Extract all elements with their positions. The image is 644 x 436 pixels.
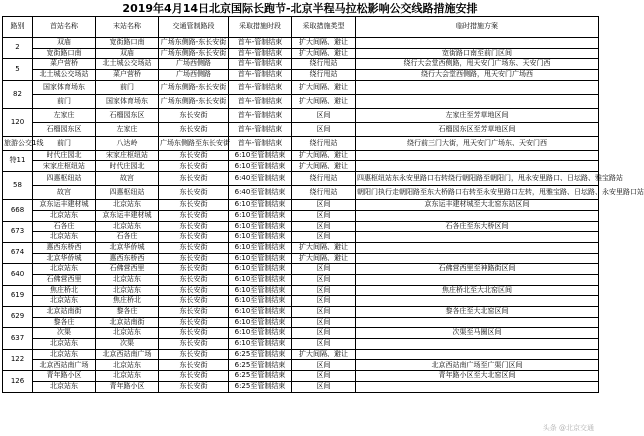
- table-row: [3, 317, 599, 328]
- start-station-cell: 故宫: [33, 186, 96, 200]
- measure-type-cell: 扩大间隔、避让: [292, 253, 356, 264]
- table-row: [3, 264, 599, 275]
- table-row: [3, 70, 599, 81]
- start-station-cell: 京东运丰建材城: [33, 200, 96, 211]
- control-section-cell: 广场西侧路: [159, 59, 229, 70]
- plan-cell: 焦庄桥北至大北窑区间: [356, 285, 599, 296]
- table-row: [3, 339, 599, 350]
- table-body: [3, 38, 644, 393]
- time-cell: 首车-管制结束: [229, 80, 292, 94]
- time-cell: 首车-管制结束: [229, 94, 292, 108]
- control-section-cell: 广场东侧路至东长安街: [159, 136, 229, 150]
- measure-type-cell: 扩大间隔、避让: [292, 48, 356, 59]
- control-section-cell: 东长安街: [159, 328, 229, 339]
- control-section-cell: 东长安街: [159, 317, 229, 328]
- plan-cell: 北京西站南广场至广渠门区间: [356, 360, 599, 371]
- measure-type-cell: 扩大间隔、避让: [292, 242, 356, 253]
- start-station-cell: 北京华侨城: [33, 253, 96, 264]
- start-station-cell: 前门: [33, 94, 96, 108]
- control-section-cell: 东长安街: [159, 210, 229, 221]
- end-station-cell: 北京站南街: [96, 317, 159, 328]
- start-station-cell: 惠西东桥西: [33, 242, 96, 253]
- control-section-cell: 广场西侧路: [159, 70, 229, 81]
- start-station-cell: 北土城公交场站: [33, 70, 96, 81]
- control-section-cell: 东长安街: [159, 172, 229, 186]
- time-cell: 6:10至管制结束: [229, 307, 292, 318]
- end-station-cell: 八达岭: [96, 136, 159, 150]
- start-station-cell: 国家体育场东: [33, 80, 96, 94]
- start-station-cell: 四惠枢纽站: [33, 172, 96, 186]
- end-station-cell: 国家体育场东: [96, 94, 159, 108]
- table-row: [3, 307, 599, 318]
- route-cell: 120: [3, 108, 33, 136]
- measure-type-cell: 区间: [292, 339, 356, 350]
- control-section-cell: 东长安街: [159, 161, 229, 172]
- end-station-cell: 前门: [96, 80, 159, 94]
- measure-type-cell: 绕行甩站: [292, 136, 356, 150]
- time-cell: 首车-管制结束: [229, 70, 292, 81]
- header-plan: 临时措施方案: [356, 17, 599, 38]
- route-cell: 674: [3, 242, 33, 263]
- start-station-cell: 北京站东: [33, 232, 96, 243]
- control-section-cell: 东长安街: [159, 296, 229, 307]
- end-station-cell: 石各庄: [96, 232, 159, 243]
- end-station-cell: 四惠枢纽站: [96, 186, 159, 200]
- table-row: [3, 59, 599, 70]
- start-station-cell: 北京站东: [33, 381, 96, 392]
- route-cell: 5: [3, 59, 33, 80]
- measure-type-cell: 扩大间隔、避让: [292, 349, 356, 360]
- start-station-cell: 双庙: [33, 38, 96, 49]
- end-station-cell: 黎各庄: [96, 307, 159, 318]
- measure-type-cell: 扩大间隔、避让: [292, 150, 356, 161]
- time-cell: 6:25至管制结束: [229, 371, 292, 382]
- table-row: [3, 80, 599, 94]
- table-row: [3, 150, 599, 161]
- measure-type-cell: 区间: [292, 317, 356, 328]
- route-cell: 668: [3, 200, 33, 221]
- header-start-station: 首站名称: [33, 17, 96, 38]
- control-section-cell: 东长安街: [159, 122, 229, 136]
- end-station-cell: 北京站东: [96, 200, 159, 211]
- header-route: 路别: [3, 17, 33, 38]
- plan-cell: [356, 94, 599, 108]
- time-cell: 6:40至管制结束: [229, 172, 292, 186]
- time-cell: 6:25至管制结束: [229, 349, 292, 360]
- table-row: [3, 221, 599, 232]
- plan-cell: 四惠枢纽站东永安里路口右转绕行朝阳路至朝阳门，甩永安里路口、日坛路、雅宝路站: [356, 172, 599, 186]
- plan-cell: 京东运丰建材城至大北窑东站区间: [356, 200, 599, 211]
- measure-type-cell: 绕行甩站: [292, 70, 356, 81]
- control-section-cell: 东长安街: [159, 360, 229, 371]
- plan-cell: [356, 253, 599, 264]
- time-cell: 首车-管制结束: [229, 108, 292, 122]
- measure-type-cell: 扩大间隔、避让: [292, 161, 356, 172]
- table-row: [3, 296, 599, 307]
- measure-type-cell: 扩大间隔、避让: [292, 38, 356, 49]
- table-row: [3, 242, 599, 253]
- time-cell: 6:40至管制结束: [229, 186, 292, 200]
- control-section-cell: 东长安街: [159, 108, 229, 122]
- start-station-cell: 北京站东: [33, 296, 96, 307]
- control-section-cell: 东长安街: [159, 381, 229, 392]
- start-station-cell: 黎各庄: [33, 317, 96, 328]
- plan-cell: [356, 339, 599, 350]
- time-cell: 首车-管制结束: [229, 136, 292, 150]
- plan-cell: 石各庄至东大桥区间: [356, 221, 599, 232]
- plan-cell: [356, 349, 599, 360]
- end-station-cell: 青年路小区: [96, 381, 159, 392]
- header-measure-type: 采取措施类型: [292, 17, 356, 38]
- control-section-cell: 东长安街: [159, 264, 229, 275]
- measure-type-cell: 绕行甩站: [292, 172, 356, 186]
- table-row: [3, 285, 599, 296]
- control-section-cell: 东长安街: [159, 200, 229, 211]
- measure-type-cell: 区间: [292, 274, 356, 285]
- end-station-cell: 北京站东: [96, 274, 159, 285]
- control-section-cell: 广场东侧路-东长安街: [159, 94, 229, 108]
- plan-cell: [356, 210, 599, 221]
- end-station-cell: 焦庄桥北: [96, 296, 159, 307]
- time-cell: 6:10至管制结束: [229, 285, 292, 296]
- plan-cell: 朝阳门执行走朝阳路至东大桥路口右转至永安里路口左转，甩雅宝路、日坛路、永安里路口站: [356, 186, 599, 200]
- table-row: [3, 253, 599, 264]
- time-cell: 6:10至管制结束: [229, 221, 292, 232]
- control-section-cell: 广场东侧路-东长安街: [159, 48, 229, 59]
- end-station-cell: 故宫: [96, 172, 159, 186]
- plan-cell: [356, 296, 599, 307]
- time-cell: 首车-管制结束: [229, 38, 292, 49]
- table-row: [3, 274, 599, 285]
- end-station-cell: 北京华侨城: [96, 242, 159, 253]
- measure-type-cell: 区间: [292, 371, 356, 382]
- table-header-row: [3, 17, 599, 38]
- control-section-cell: 东长安街: [159, 307, 229, 318]
- plan-cell: [356, 242, 599, 253]
- time-cell: 6:10至管制结束: [229, 253, 292, 264]
- end-station-cell: 宽街路口南: [96, 38, 159, 49]
- route-cell: 58: [3, 172, 33, 200]
- table-row: [3, 360, 599, 371]
- measure-type-cell: 区间: [292, 210, 356, 221]
- plan-cell: 石榴园东区至芳草地区间: [356, 122, 599, 136]
- control-section-cell: 东长安街: [159, 232, 229, 243]
- plan-cell: [356, 161, 599, 172]
- time-cell: 首车-管制结束: [229, 48, 292, 59]
- end-station-cell: 北土城公交场站: [96, 59, 159, 70]
- control-section-cell: 东长安街: [159, 339, 229, 350]
- measure-type-cell: 区间: [292, 221, 356, 232]
- time-cell: 6:10至管制结束: [229, 296, 292, 307]
- measure-type-cell: 区间: [292, 307, 356, 318]
- page-title: 2019年4月14日北京国际长跑节-北京半程马拉松影响公交线路措施安排: [122, 2, 478, 15]
- end-station-cell: 京东运丰建材城: [96, 210, 159, 221]
- start-station-cell: 次渠: [33, 328, 96, 339]
- route-cell: 637: [3, 328, 33, 349]
- measure-type-cell: 区间: [292, 232, 356, 243]
- end-station-cell: 次渠: [96, 339, 159, 350]
- route-measures-table: [2, 16, 644, 393]
- plan-cell: 黎各庄至大北窑区间: [356, 307, 599, 318]
- time-cell: 6:10至管制结束: [229, 274, 292, 285]
- plan-cell: [356, 38, 599, 49]
- end-station-cell: 石佛营西里: [96, 264, 159, 275]
- route-cell: 82: [3, 80, 33, 108]
- start-station-cell: 北京站东: [33, 264, 96, 275]
- plan-cell: 左家庄至芳草地区间: [356, 108, 599, 122]
- table-row: [3, 186, 599, 200]
- table-row: [3, 349, 599, 360]
- control-section-cell: 东长安街: [159, 371, 229, 382]
- plan-cell: [356, 317, 599, 328]
- table-row: [3, 381, 599, 392]
- end-station-cell: 石榴园东区: [96, 108, 159, 122]
- time-cell: 6:10至管制结束: [229, 161, 292, 172]
- time-cell: 首车-管制结束: [229, 122, 292, 136]
- measure-type-cell: 区间: [292, 328, 356, 339]
- table-row: [3, 210, 599, 221]
- start-station-cell: 石榴园东区: [33, 122, 96, 136]
- measure-type-cell: 区间: [292, 108, 356, 122]
- measure-type-cell: 区间: [292, 381, 356, 392]
- start-station-cell: 北京西站南广场: [33, 360, 96, 371]
- measure-type-cell: 区间: [292, 264, 356, 275]
- time-cell: 6:10至管制结束: [229, 317, 292, 328]
- table-row: [3, 38, 599, 49]
- start-station-cell: 青年路小区: [33, 371, 96, 382]
- plan-cell: 宽街路口南至前门区间: [356, 48, 599, 59]
- measure-type-cell: 绕行甩站: [292, 59, 356, 70]
- plan-cell: [356, 232, 599, 243]
- time-cell: 6:10至管制结束: [229, 210, 292, 221]
- time-cell: 6:10至管制结束: [229, 150, 292, 161]
- time-cell: 6:10至管制结束: [229, 328, 292, 339]
- start-station-cell: 北京站东: [33, 339, 96, 350]
- route-cell: 特11: [3, 150, 33, 171]
- start-station-cell: 北京站南街: [33, 307, 96, 318]
- start-station-cell: 前门: [33, 136, 96, 150]
- measure-type-cell: 区间: [292, 200, 356, 211]
- route-cell: 126: [3, 371, 33, 392]
- start-station-cell: 菜户营桥: [33, 59, 96, 70]
- time-cell: 6:25至管制结束: [229, 381, 292, 392]
- table-row: [3, 200, 599, 211]
- header-time: 采取措施时段: [229, 17, 292, 38]
- control-section-cell: 东长安街: [159, 253, 229, 264]
- table-row: [3, 172, 599, 186]
- table-row: [3, 232, 599, 243]
- watermark: 头条 @北京交通: [542, 424, 594, 432]
- control-section-cell: 东长安街: [159, 274, 229, 285]
- route-cell: 619: [3, 285, 33, 306]
- plan-cell: 石佛营西里至神路街区间: [356, 264, 599, 275]
- end-station-cell: 北京西站南广场: [96, 349, 159, 360]
- plan-cell: [356, 80, 599, 94]
- header-control-section: 交通管制路段: [159, 17, 229, 38]
- control-section-cell: 东长安街: [159, 221, 229, 232]
- plan-cell: 青年路小区至大北窑区间: [356, 371, 599, 382]
- route-cell: 629: [3, 307, 33, 328]
- route-cell: 旅游公交1线: [3, 136, 33, 150]
- table-row: [3, 94, 599, 108]
- start-station-cell: 宽街路口南: [33, 48, 96, 59]
- start-station-cell: 北京站东: [33, 210, 96, 221]
- control-section-cell: 东长安街: [159, 242, 229, 253]
- end-station-cell: 北京站东: [96, 328, 159, 339]
- control-section-cell: 东长安街: [159, 349, 229, 360]
- end-station-cell: 北京站东: [96, 221, 159, 232]
- control-section-cell: 广场东侧路-东长安街: [159, 80, 229, 94]
- end-station-cell: 北京站东: [96, 371, 159, 382]
- start-station-cell: 时代庄园北: [33, 150, 96, 161]
- end-station-cell: 宋家庄枢纽站: [96, 150, 159, 161]
- plan-cell: 绕行前三门大街，甩天安门广场东、天安门西: [356, 136, 599, 150]
- table-row: [3, 371, 599, 382]
- measure-type-cell: 扩大间隔、避让: [292, 94, 356, 108]
- plan-cell: 绕行大会堂西侧路，甩天安门广场东、天安门西: [356, 59, 599, 70]
- route-cell: 673: [3, 221, 33, 242]
- end-station-cell: 双庙: [96, 48, 159, 59]
- time-cell: 6:10至管制结束: [229, 242, 292, 253]
- end-station-cell: 北京站东: [96, 360, 159, 371]
- end-station-cell: 左家庄: [96, 122, 159, 136]
- plan-cell: 绕行大会堂西侧路，甩天安门广场西: [356, 70, 599, 81]
- plan-cell: [356, 274, 599, 285]
- plan-cell: [356, 381, 599, 392]
- measure-type-cell: 区间: [292, 296, 356, 307]
- start-station-cell: 石佛营西里: [33, 274, 96, 285]
- time-cell: 6:10至管制结束: [229, 200, 292, 211]
- control-section-cell: 东长安街: [159, 150, 229, 161]
- start-station-cell: 左家庄: [33, 108, 96, 122]
- end-station-cell: 惠西东桥西: [96, 253, 159, 264]
- route-cell: 640: [3, 264, 33, 285]
- route-cell: 2: [3, 38, 33, 59]
- plan-cell: 次渠至马圈区间: [356, 328, 599, 339]
- table-row: [3, 328, 599, 339]
- end-station-cell: 菜户营桥: [96, 70, 159, 81]
- table-row: [3, 108, 599, 122]
- table-row: [3, 122, 599, 136]
- measure-type-cell: 绕行甩站: [292, 186, 356, 200]
- control-section-cell: 广场东侧路-东长安街: [159, 38, 229, 49]
- control-section-cell: 东长安街: [159, 285, 229, 296]
- start-station-cell: 焦庄桥北: [33, 285, 96, 296]
- time-cell: 6:10至管制结束: [229, 339, 292, 350]
- table-row: [3, 48, 599, 59]
- time-cell: 6:10至管制结束: [229, 264, 292, 275]
- measure-type-cell: 区间: [292, 122, 356, 136]
- time-cell: 首车-管制结束: [229, 59, 292, 70]
- end-station-cell: 北京站东: [96, 285, 159, 296]
- header-end-station: 末站名称: [96, 17, 159, 38]
- time-cell: 6:25至管制结束: [229, 360, 292, 371]
- end-station-cell: 时代庄园北: [96, 161, 159, 172]
- measure-type-cell: 区间: [292, 285, 356, 296]
- table-row: [3, 136, 599, 150]
- time-cell: 6:10至管制结束: [229, 232, 292, 243]
- plan-cell: [356, 150, 599, 161]
- measure-type-cell: 区间: [292, 360, 356, 371]
- table-row: [3, 161, 599, 172]
- control-section-cell: 东长安街: [159, 186, 229, 200]
- measure-type-cell: 扩大间隔、避让: [292, 80, 356, 94]
- route-cell: 122: [3, 349, 33, 370]
- start-station-cell: 宋家庄枢纽站: [33, 161, 96, 172]
- start-station-cell: 石各庄: [33, 221, 96, 232]
- start-station-cell: 北京站东: [33, 349, 96, 360]
